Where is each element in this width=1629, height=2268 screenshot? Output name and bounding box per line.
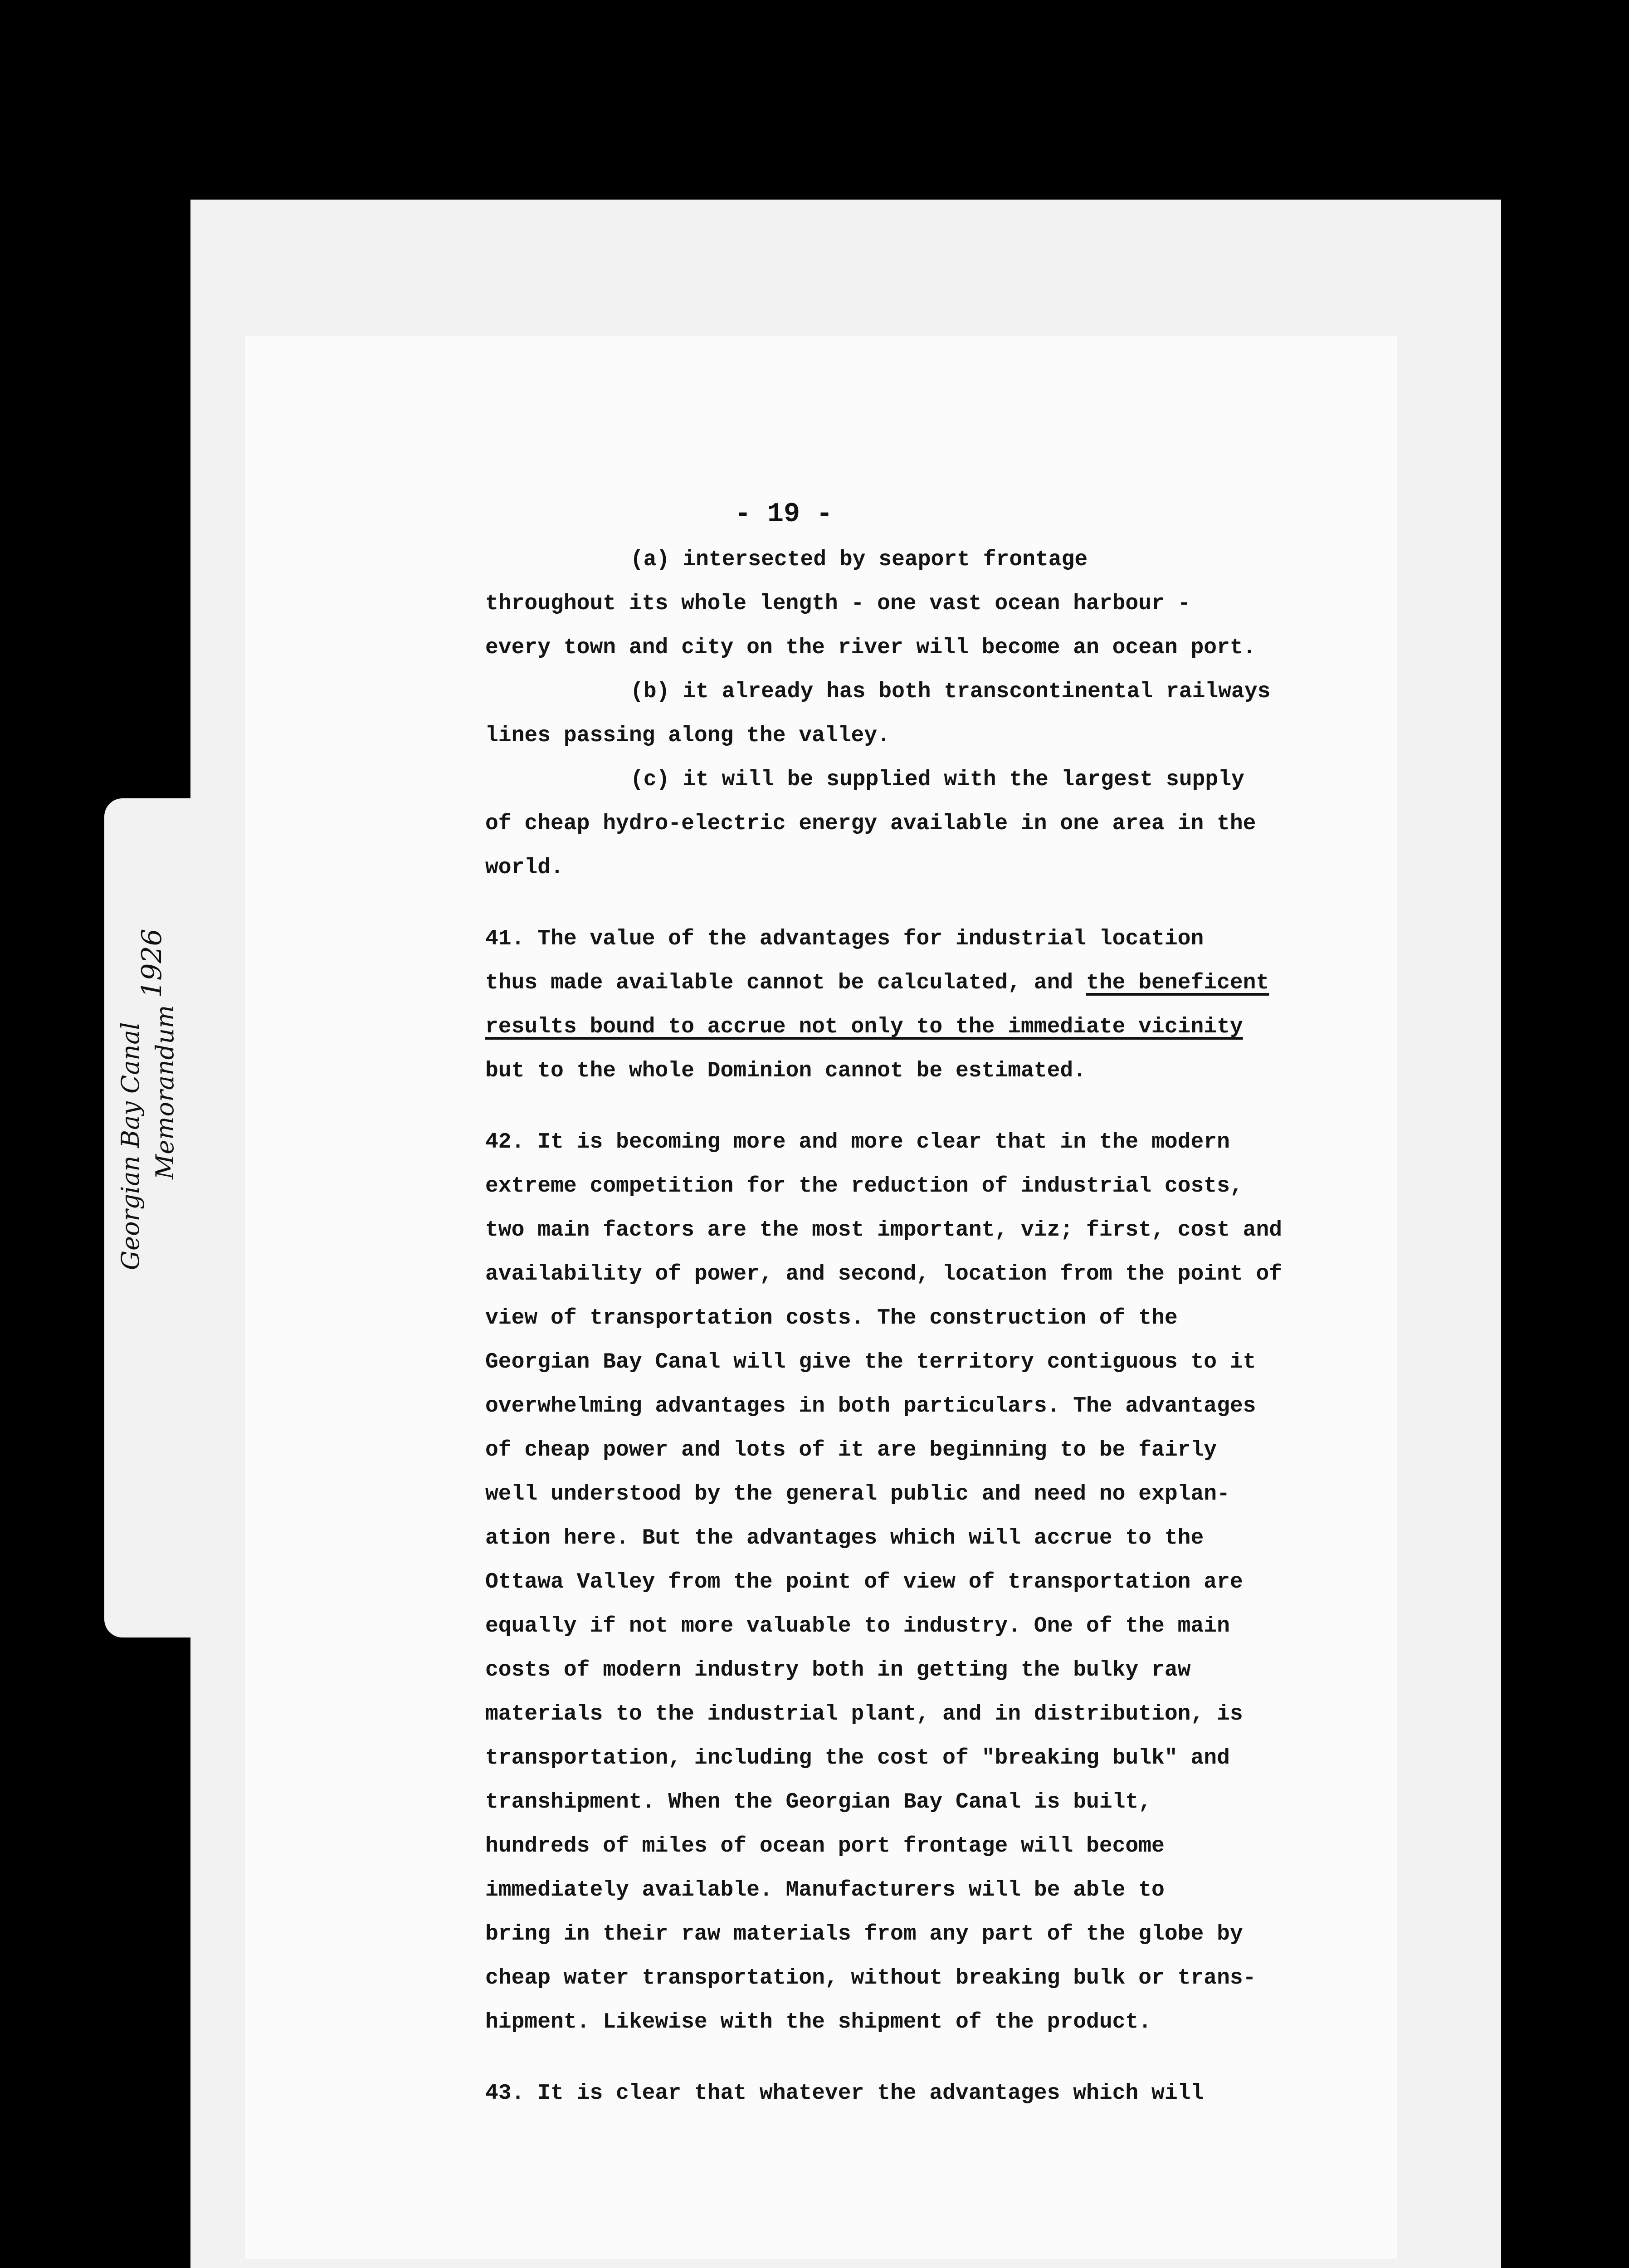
text-line: [485, 2082, 1204, 2104]
text-line-content: 42. It is becoming more and more clear that in the modern: [485, 1130, 1230, 1154]
text-line-content: equally if not more valuable to industry. One of the main: [485, 1614, 1230, 1638]
text-line-content: of cheap power and lots of it are beginning to be fairly: [485, 1438, 1217, 1462]
text-line: [630, 769, 1244, 791]
text-line-content: hundreds of miles of ocean port frontage will become: [485, 1834, 1165, 1858]
text-line-content: of cheap hydro-electric energy available in one area in the: [485, 811, 1256, 836]
margin-note-handwritten: [113, 726, 182, 1270]
text-line: [485, 1439, 1217, 1461]
text-line: [485, 2011, 1151, 2033]
underlined-phrase: the beneficent: [1086, 971, 1269, 995]
text-line: [485, 593, 1190, 615]
text-line-content: materials to the industrial plant, and in distribution, is: [485, 1702, 1243, 1726]
text-line: [485, 725, 890, 747]
text-line-content: Ottawa Valley from the point of view of transportation are: [485, 1570, 1243, 1594]
text-line: [485, 1747, 1230, 1769]
text-line-content: (c) it will be supplied with the largest supply: [630, 767, 1244, 792]
text-line-content: transportation, including the cost of "breaking bulk" and: [485, 1746, 1230, 1770]
text-line: [485, 1703, 1243, 1725]
text-line-content: two main factors are the most important, viz; first, cost and: [485, 1218, 1283, 1242]
text-line-content: but to the whole Dominion cannot be estimated.: [485, 1059, 1087, 1083]
text-line-content: (b) it already has both transcontinental railways: [630, 679, 1271, 704]
text-line-content: ation here. But the advantages which will accrue to the: [485, 1526, 1204, 1550]
text-line: [485, 1263, 1282, 1285]
text-line-content: overwhelming advantages in both particulars. The advantages: [485, 1394, 1256, 1418]
text-line: [485, 1967, 1256, 1989]
text-line: [485, 928, 1204, 950]
text-line: [485, 1131, 1230, 1153]
text-line: [485, 1615, 1230, 1637]
text-line-content: results bound to accrue not only to the immediate vicinity: [485, 1015, 1243, 1039]
text-line-content: thus made available cannot be calculated, and: [485, 971, 1087, 995]
margin-note-year: 1926: [136, 929, 168, 998]
text-line-content: hipment. Likewise with the shipment of the product.: [485, 2010, 1152, 2034]
text-line: [630, 681, 1270, 703]
text-line-content: world.: [485, 855, 564, 880]
text-line-content: transhipment. When the Georgian Bay Canal is built,: [485, 1790, 1152, 1814]
text-line-content: bring in their raw materials from any part of the globe by: [485, 1922, 1243, 1946]
text-line: [485, 1395, 1256, 1417]
text-line-content: costs of modern industry both in getting the bulky raw: [485, 1658, 1191, 1682]
text-line: [485, 1175, 1243, 1197]
text-line: [485, 1307, 1178, 1329]
text-line: [485, 1659, 1190, 1681]
margin-note-line: Georgian Bay Canal: [116, 1022, 145, 1270]
text-line: [485, 1791, 1151, 1813]
text-line-content: well understood by the general public and need no explan-: [485, 1482, 1230, 1506]
text-line-content: 43. It is clear that whatever the advantages which will: [485, 2081, 1204, 2106]
text-line-content: (a) intersected by seaport frontage: [630, 547, 1088, 572]
text-line: [485, 1016, 1243, 1038]
text-line-content: Georgian Bay Canal will give the territory contiguous to it: [485, 1350, 1256, 1374]
text-line-content: extreme competition for the reduction of industrial costs,: [485, 1174, 1243, 1198]
margin-note-line: Memorandum: [151, 1005, 179, 1179]
text-line-content: cheap water transportation, without breaking bulk or trans-: [485, 1966, 1256, 1990]
text-line-content: view of transportation costs. The construction of the: [485, 1306, 1178, 1330]
text-line: [485, 972, 1269, 994]
text-line: [485, 1483, 1230, 1505]
page-number: - 19 -: [735, 499, 833, 530]
text-line: [630, 549, 1088, 571]
text-line: [485, 1060, 1086, 1082]
text-line-content: availability of power, and second, location from the point of: [485, 1262, 1283, 1286]
text-line: [485, 1351, 1256, 1373]
text-line: [485, 1571, 1243, 1593]
text-line: [485, 1879, 1165, 1901]
text-line: [485, 1835, 1165, 1857]
text-line-content: 41. The value of the advantages for industrial location: [485, 927, 1204, 951]
text-line: [485, 813, 1256, 835]
text-line: [485, 1219, 1282, 1241]
text-line: [485, 857, 564, 879]
text-line-content: throughout its whole length - one vast ocean harbour -: [485, 591, 1191, 616]
text-line: [485, 1527, 1204, 1549]
text-line-content: lines passing along the valley.: [485, 723, 890, 748]
text-line: [485, 637, 1256, 659]
text-line-content: every town and city on the river will become an ocean port.: [485, 635, 1256, 660]
text-line-content: immediately available. Manufacturers will be able to: [485, 1878, 1165, 1902]
text-line: [485, 1923, 1243, 1945]
